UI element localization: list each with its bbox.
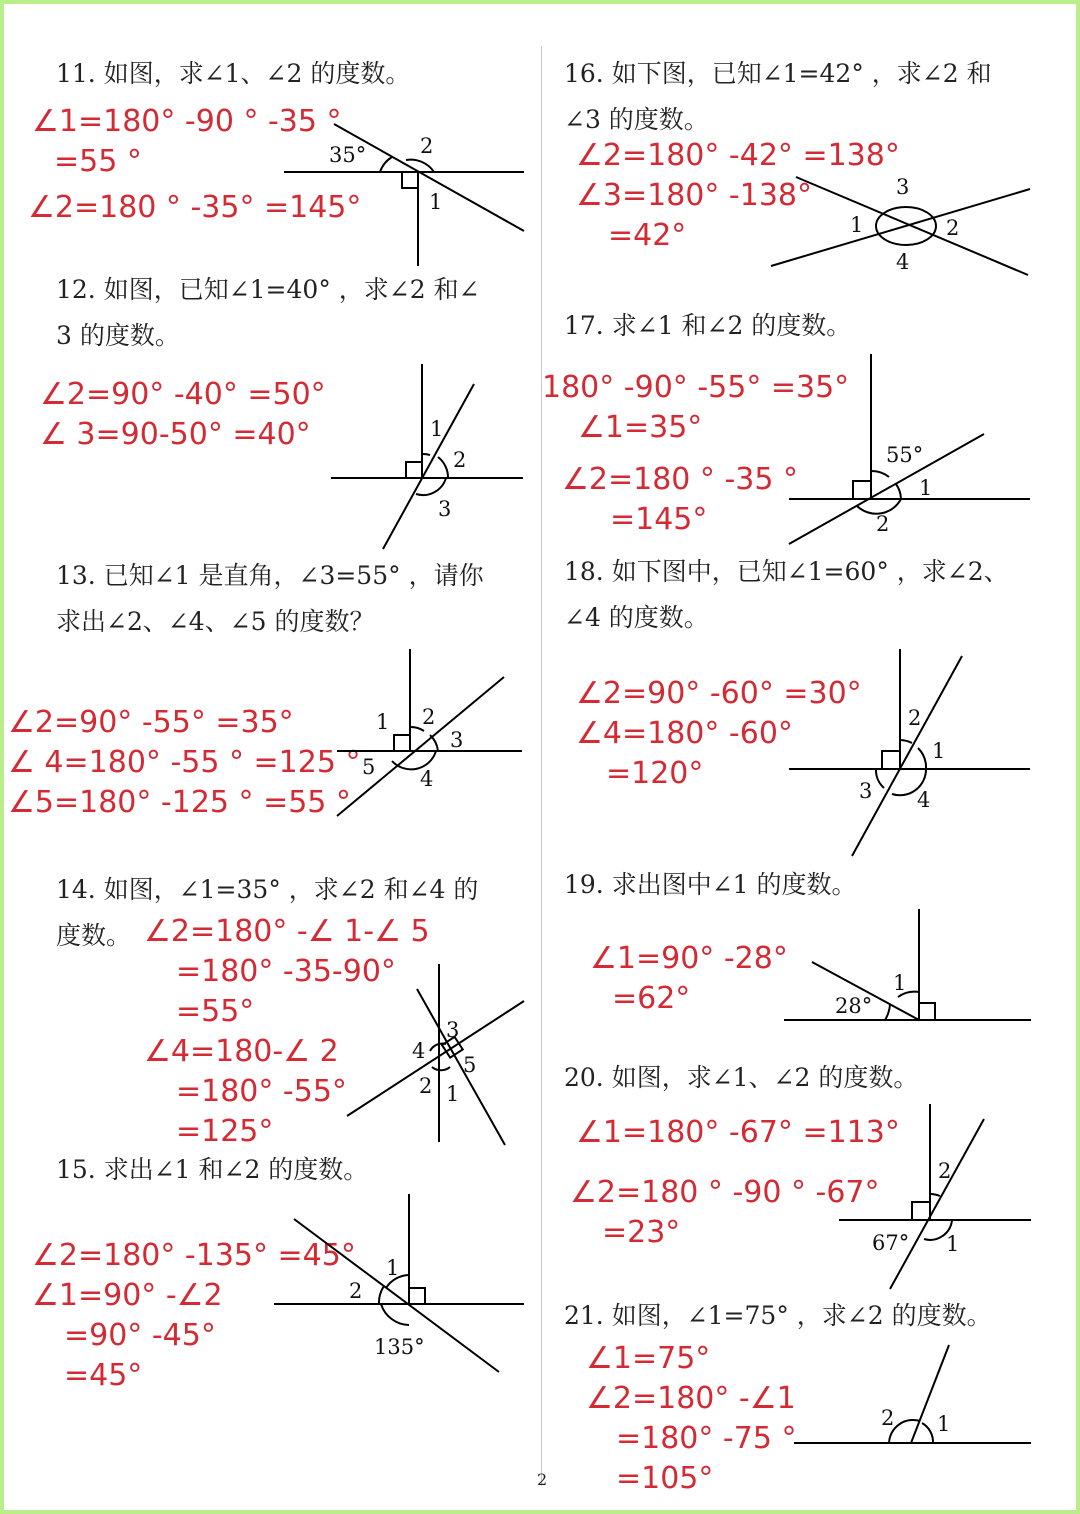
answer-11: ∠1=180° -90 ° -35 ° =55 ° ∠2=180 ° -35° =145°: [28, 104, 362, 225]
figure-13-label-3: 3: [450, 728, 464, 752]
figure-20-label-2: 2: [938, 1159, 952, 1183]
figure-21-label-1: 1: [937, 1412, 951, 1436]
question-17: 17. 求∠1 和∠2 的度数。: [564, 311, 852, 340]
figure-13-label-1: 1: [376, 710, 390, 734]
figure-19-label-28: 28°: [835, 994, 873, 1018]
question-15: 15. 求出∠1 和∠2 的度数。: [56, 1155, 369, 1184]
figure-17-label-2: 2: [876, 512, 890, 536]
figure-11-label-2: 2: [420, 134, 434, 158]
figure-16-label-2: 2: [946, 216, 960, 240]
figure-18-label-1: 1: [932, 739, 946, 763]
answer-17: 180° -90° -55° =35° ∠1=35° ∠2=180 ° -35 ° =145°: [542, 370, 850, 537]
figure-16-label-4: 4: [896, 250, 910, 274]
figure-14-label-3: 3: [446, 1018, 460, 1042]
figure-17-label-1: 1: [919, 476, 933, 500]
answer-16: ∠2=180° -42° =138° ∠3=180° -138° =42°: [576, 138, 900, 253]
figure-14-label-5: 5: [463, 1053, 477, 1077]
question-16: 16. 如下图，已知∠1=42° ，求∠2 和 ∠3 的度数。: [564, 59, 992, 134]
figure-18-label-2: 2: [908, 706, 922, 730]
figure-15-label-2: 2: [349, 1279, 363, 1303]
page-number: 2: [537, 1470, 548, 1489]
figure-16: [766, 169, 1036, 284]
question-14: 14. 如图，∠1=35° ，求∠2 和∠4 的 度数。: [56, 875, 479, 950]
figure-21: [789, 1339, 1034, 1449]
figure-13-label-5: 5: [362, 755, 376, 779]
figure-13-label-4: 4: [420, 767, 434, 791]
figure-11-label-1: 1: [429, 190, 443, 214]
figure-14-label-1: 1: [446, 1082, 460, 1106]
figure-20: [834, 1099, 1034, 1294]
figure-20-label-1: 1: [946, 1232, 960, 1256]
figure-18: [784, 644, 1034, 864]
answer-21: ∠1=75° ∠2=180° -∠1 =180° -75 ° =105°: [586, 1341, 797, 1496]
figure-15-label-1: 1: [386, 1256, 400, 1280]
figure-14: [342, 959, 532, 1149]
question-12: 12. 如图，已知∠1=40° ，求∠2 和∠ 3 的度数。: [56, 275, 480, 350]
question-18: 18. 如下图中，已知∠1=60° ，求∠2、 ∠4 的度数。: [564, 557, 1009, 632]
figure-18-label-3: 3: [859, 779, 873, 803]
figure-12-label-3: 3: [438, 497, 452, 521]
figure-13-label-2: 2: [422, 705, 436, 729]
figure-20-label-67: 67°: [872, 1231, 910, 1255]
answer-19: ∠1=90° -28° =62°: [590, 941, 788, 1016]
question-19: 19. 求出图中∠1 的度数。: [564, 870, 857, 899]
answer-13: ∠2=90° -55° =35° ∠ 4=180° -55 ° =125 ° ∠5=180° -125 ° =55 °: [8, 705, 361, 820]
figure-11-label-35: 35°: [329, 143, 367, 167]
answer-20: ∠1=180° -67° =113° ∠2=180 ° -90 ° -67° =23°: [570, 1115, 900, 1250]
answer-15: ∠2=180° -135° =45° ∠1=90° -∠2 =90° -45° =45°: [32, 1238, 356, 1393]
figure-18-label-4: 4: [917, 788, 931, 812]
figure-15: [269, 1189, 529, 1379]
figure-17-label-55: 55°: [886, 443, 924, 467]
column-divider: [541, 46, 542, 1486]
figure-12-label-2: 2: [453, 448, 467, 472]
figure-17: [784, 349, 1034, 549]
figure-14-label-4: 4: [412, 1039, 426, 1063]
answer-18: ∠2=90° -60° =30° ∠4=180° -60° =120°: [576, 676, 862, 791]
figure-12: [326, 359, 526, 554]
figure-19-label-1: 1: [893, 971, 907, 995]
figure-13: [332, 644, 527, 824]
figure-16-label-1: 1: [850, 213, 864, 237]
question-11: 11. 如图，求∠1、∠2 的度数。: [56, 59, 411, 88]
answer-12: ∠2=90° -40° =50° ∠ 3=90-50° =40°: [40, 377, 326, 452]
figure-15-label-135: 135°: [374, 1335, 425, 1359]
answer-14: ∠2=180° -∠ 1-∠ 5 =180° -35-90° =55° ∠4=180-∠ 2 =180° -55° =125°: [144, 914, 430, 1149]
figure-11: [274, 119, 534, 269]
figure-16-label-3: 3: [896, 175, 910, 199]
question-13: 13. 已知∠1 是直角，∠3=55° ，请你 求出∠2、∠4、∠5 的度数？: [56, 561, 484, 636]
question-20: 20. 如图，求∠1、∠2 的度数。: [564, 1063, 919, 1092]
figure-21-label-2: 2: [881, 1406, 895, 1430]
figure-19: [779, 904, 1034, 1026]
question-21: 21. 如图，∠1=75° ，求∠2 的度数。: [564, 1301, 992, 1330]
figure-12-label-1: 1: [430, 417, 444, 441]
figure-14-label-2: 2: [419, 1074, 433, 1098]
